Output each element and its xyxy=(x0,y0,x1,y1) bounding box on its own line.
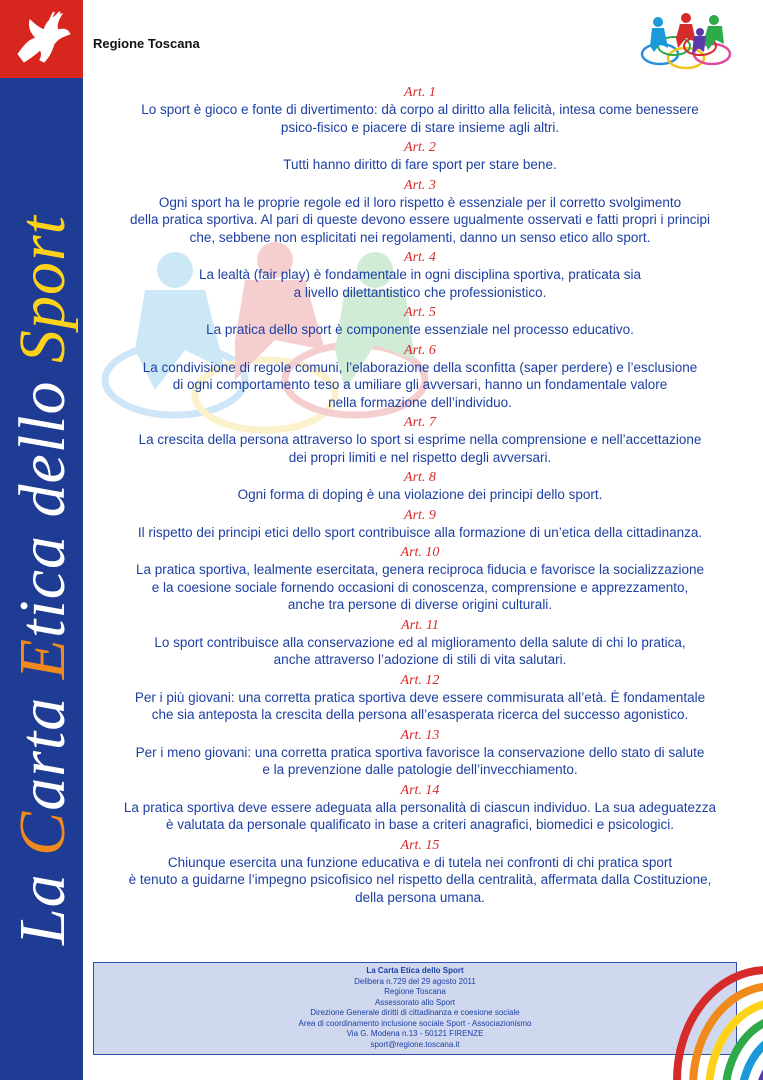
sidebar-band xyxy=(0,0,83,1080)
article-number: Art. 2 xyxy=(404,140,436,155)
article-text xyxy=(90,744,750,779)
article-line: La pratica dello sport è componente essenziale nel processo educativo. xyxy=(206,322,634,337)
title-e: E xyxy=(6,637,79,680)
article-line: La lealtà (fair play) è fondamentale in ogni disciplina sportiva, praticata sia xyxy=(199,267,641,282)
article-line: Per i più giovani: una corretta pratica sportiva deve essere commisurata all’età. È fondamentale xyxy=(134,689,706,705)
article-line: della pratica sportiva. Al pari di queste devono essere ugualmente osservati e fatti propri i principi xyxy=(129,212,711,227)
footer-line: Delibera n.729 del 29 agosto 2011 xyxy=(354,976,476,986)
article-line: della persona umana. xyxy=(355,889,485,905)
footer-title: La Carta Etica dello Sport xyxy=(366,966,464,975)
pegasus-emblem-icon xyxy=(10,10,72,68)
article-number: Art. 12 xyxy=(400,672,440,688)
article-line: Il rispetto dei principi etici dello sport contribuisce alla formazione di un’etica della cittadinanza. xyxy=(137,524,703,540)
footer-line: Direzione Generale diritti di cittadinanza e coesione sociale xyxy=(310,1008,520,1017)
article-line: e la prevenzione dalle patologie dell’invecchiamento. xyxy=(262,762,578,777)
article-line: e la coesione sociale fornendo occasioni di conoscenza, comprensione e apprezzamento, xyxy=(151,579,689,595)
footer-line: Regione Toscana xyxy=(384,987,446,996)
article-number: Art. 7 xyxy=(404,415,436,430)
article-line: La crescita della persona attraverso lo sport si esprime nella comprensione e nell’accettazione xyxy=(138,432,702,447)
article-line: dei propri limiti e nel rispetto degli avversari. xyxy=(288,449,552,465)
footer-line: Assessorato allo Sport xyxy=(374,997,456,1007)
region-flag xyxy=(0,0,83,78)
article-number: Art. 10 xyxy=(400,545,440,560)
article-line: La pratica sportiva, lealmente esercitata, genera reciproca fiducia e favorisce la socializzazione xyxy=(135,562,705,577)
article-line: di ogni comportamento teso a umiliare gli avversari, hanno un fondamentale valore xyxy=(172,377,668,392)
article-line: a livello dilettantistico che professionistico. xyxy=(293,284,547,300)
article-number: Art. 11 xyxy=(401,617,439,633)
title-c: C xyxy=(6,810,79,856)
article-line: che sia anteposta la crescita della persona all’esasperata ricerca del successo agonistico. xyxy=(151,707,689,722)
article-line: La condivisione di regole comuni, l’elaborazione della sconfitta (saper perdere) e l’esclusione xyxy=(142,359,698,375)
article-number: Art. 4 xyxy=(404,250,436,265)
article-number: Art. 13 xyxy=(400,727,440,743)
article-number: Art. 14 xyxy=(400,782,440,798)
title-dello: dello xyxy=(6,363,79,518)
region-name: Regione Toscana xyxy=(93,36,200,51)
vertical-title xyxy=(6,180,80,980)
article-text xyxy=(90,266,750,301)
article-number: Art. 9 xyxy=(404,507,436,523)
footer-line: Via G. Modena n.13 - 50121 FIRENZE xyxy=(346,1029,484,1038)
article-line: è valutata da personale qualificato in base a criteri anagrafici, biomedici e psicologici. xyxy=(165,817,675,832)
article-number: Art. 6 xyxy=(404,342,436,358)
article-text xyxy=(90,689,750,724)
article-line: anche tra persone di diverse origini culturali. xyxy=(287,597,553,612)
articles-list xyxy=(90,84,750,909)
article-line: La pratica sportiva deve essere adeguata alla personalità di ciascun individuo. La sua adeguatezza xyxy=(123,799,717,815)
article-line: Per i meno giovani: una corretta pratica sportiva favorisce la conservazione dello stato di salute xyxy=(135,744,705,760)
article-line: Ogni sport ha le proprie regole ed il loro rispetto è essenziale per il corretto svolgimento xyxy=(158,194,682,210)
article-line: Ogni forma di doping è una violazione dei principi dello sport. xyxy=(237,487,603,502)
article-line: Chiunque esercita una funzione educativa e di tutela nei confronti di chi pratica sport xyxy=(167,854,673,870)
article-line: Lo sport contribuisce alla conservazione ed al miglioramento della salute di chi lo pratica, xyxy=(154,634,686,650)
rainbow-decoration-icon xyxy=(673,940,763,1080)
title-tica: tica xyxy=(6,517,79,638)
article-number: Art. 15 xyxy=(400,837,440,853)
title-la: La xyxy=(6,855,79,946)
article-text xyxy=(90,194,750,247)
article-text xyxy=(90,524,750,542)
article-text xyxy=(90,854,750,907)
article-text xyxy=(90,634,750,669)
footer-line: Area di coordinamento inclusione sociale Sport - Associazionismo xyxy=(298,1018,532,1028)
article-number: Art. 8 xyxy=(404,470,436,485)
article-text xyxy=(90,321,750,339)
article-text xyxy=(90,431,750,466)
article-text xyxy=(90,561,750,614)
article-line: Tutti hanno diritto di fare sport per stare bene. xyxy=(283,157,557,172)
athletes-logo-icon xyxy=(630,8,742,78)
title-sport: Sport xyxy=(6,214,79,363)
footer-box xyxy=(93,962,737,1055)
footer-email-link[interactable]: sport@regione.toscana.it xyxy=(370,1039,460,1049)
article-line: che, sebbene non esplicitati nei regolamenti, danno un senso etico allo sport. xyxy=(189,229,651,245)
article-text xyxy=(90,799,750,834)
article-text xyxy=(90,486,750,504)
article-text xyxy=(90,156,750,174)
article-number: Art. 5 xyxy=(404,305,436,320)
article-text xyxy=(90,359,750,412)
article-number: Art. 1 xyxy=(404,85,436,100)
article-line: anche attraverso l’adozione di stili di vita salutari. xyxy=(273,652,567,667)
article-text xyxy=(90,101,750,136)
article-line: Lo sport è gioco e fonte di divertimento: dà corpo al diritto alla felicità, intesa come benessere xyxy=(141,102,699,117)
article-number: Art. 3 xyxy=(404,177,436,193)
article-line: è tenuto a guidarne l’impegno psicofisico nel rispetto della centralità, affermata dalla Costituzione, xyxy=(128,872,712,887)
title-arta: arta xyxy=(6,679,79,811)
article-line: psico-fisico e piacere di stare insieme agli altri. xyxy=(280,119,560,135)
article-line: nella formazione dell’individuo. xyxy=(328,394,512,410)
